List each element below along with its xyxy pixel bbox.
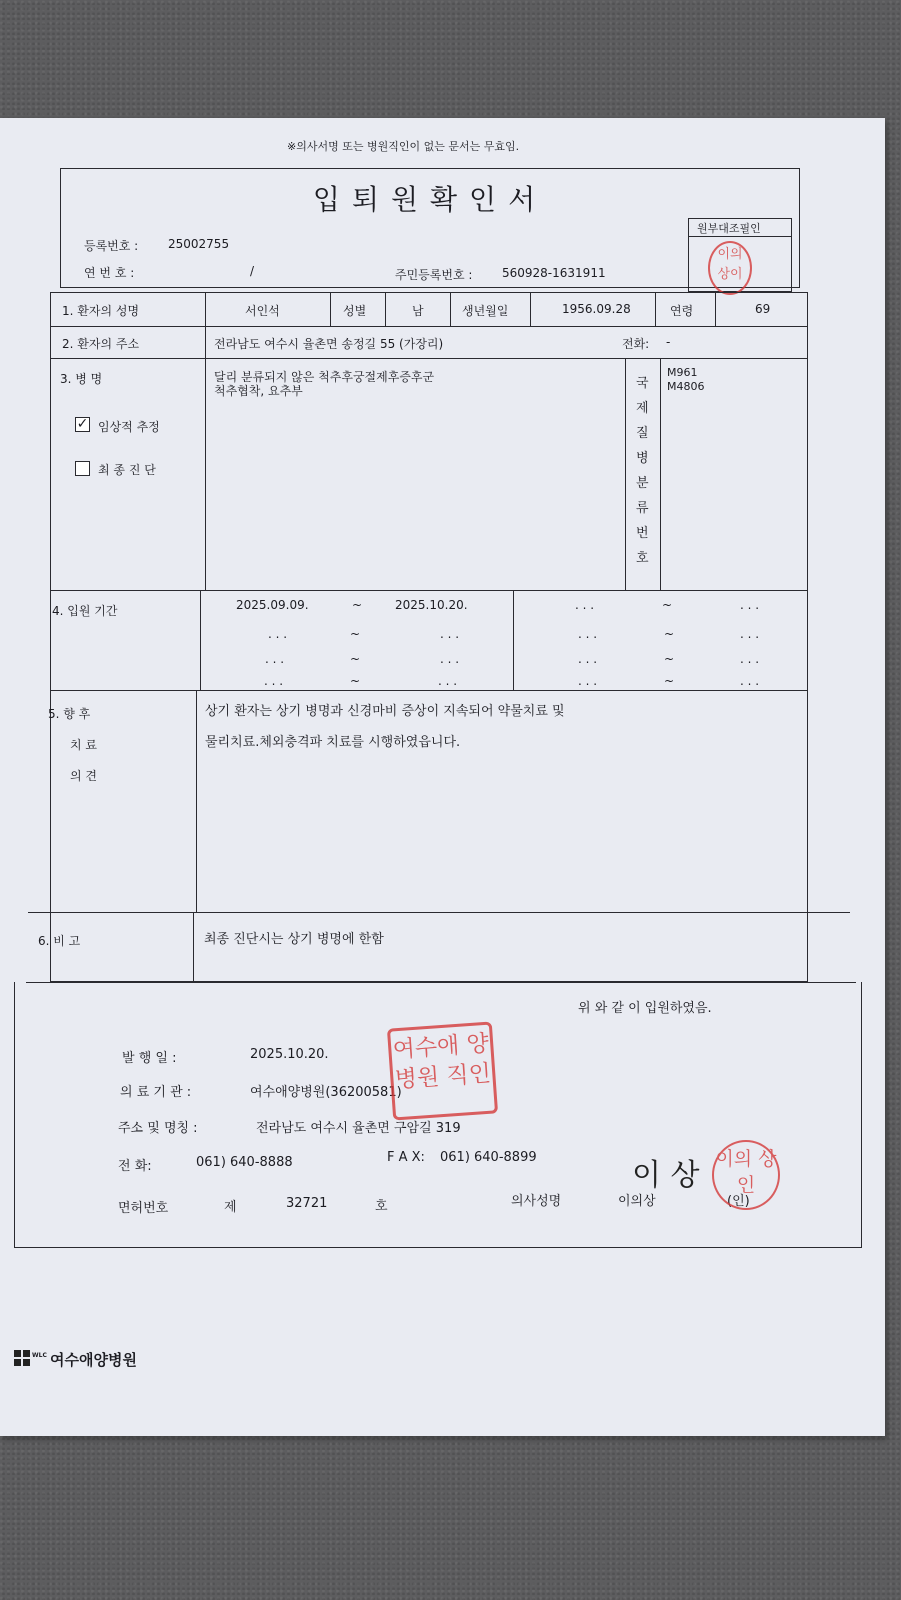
license-suffix: 호 [375, 1199, 388, 1214]
doctor-label: 의사성명 [511, 1194, 562, 1209]
validity-notice: ※의사서명 또는 병원직인이 없는 문서는 무효임. [287, 140, 520, 153]
age-value: 69 [755, 302, 771, 316]
period-blank: . . . [740, 674, 760, 688]
ledger-seal-label: 원부대조필인 [697, 222, 761, 235]
info-table [50, 292, 808, 982]
address-value: 전라남도 여수시 율촌면 송정길 55 (가장리) [214, 337, 444, 351]
period-label: 4. 입원 기간 [52, 604, 118, 618]
final-diagnosis-checkbox[interactable] [75, 461, 90, 476]
diagnosis-label: 3. 병 명 [60, 372, 103, 386]
period-tilde: ~ [350, 674, 361, 688]
period-tilde: ~ [662, 598, 673, 612]
icd-code-header-char: 분 [636, 476, 649, 491]
period-tilde: ~ [664, 652, 675, 666]
hospital-phone-label: 전 화: [118, 1159, 152, 1174]
period-blank: . . . [740, 652, 760, 666]
period-tilde: ~ [350, 627, 361, 641]
hospital-address-label: 주소 및 명칭 : [118, 1121, 198, 1136]
serial-value: / [250, 264, 255, 278]
birth-value: 1956.09.28 [562, 302, 631, 316]
issue-date-value: 2025.10.20. [250, 1047, 329, 1062]
doctor-seal-stamp: 이의 상인 [712, 1140, 780, 1210]
institution-label: 의 료 기 관 : [120, 1085, 192, 1100]
period-start: 2025.09.09. [236, 598, 309, 612]
hospital-logo-icon [14, 1350, 32, 1368]
issuance-statement: 위 와 같 이 입원하였음. [578, 1001, 712, 1016]
age-label: 연령 [670, 304, 694, 318]
period-blank: . . . [740, 598, 760, 612]
diagnosis-line-1: 달리 분류되지 않은 척추후궁절제후증후군 [214, 370, 435, 384]
resident-id-value: 560928-1631911 [502, 266, 606, 280]
period-blank: . . . [438, 674, 458, 688]
period-blank: . . . [575, 598, 595, 612]
license-label: 면허번호 [118, 1201, 169, 1216]
period-end: 2025.10.20. [395, 598, 468, 612]
patient-name-label: 1. 환자의 성명 [62, 304, 140, 318]
registration-label: 등록번호 : [84, 239, 139, 253]
icd-code-header-char: 류 [636, 501, 649, 516]
hospital-logo-text: WLC [32, 1352, 47, 1359]
serial-label: 연 번 호 : [84, 266, 135, 280]
license-prefix: 제 [224, 1200, 237, 1215]
icd-code-2: M4806 [667, 380, 705, 393]
document-title: 입퇴원확인서 [312, 183, 548, 216]
birth-label: 생년월일 [462, 304, 509, 318]
clinical-estimate-label: 임상적 추정 [98, 420, 160, 434]
final-diagnosis-label: 최 종 진 단 [98, 463, 156, 477]
period-blank: . . . [578, 652, 598, 666]
resident-id-label: 주민등록번호 : [395, 268, 473, 282]
license-number: 32721 [286, 1196, 328, 1211]
icd-code-header-char: 제 [636, 401, 649, 416]
hospital-fax-value: 061) 640-8899 [440, 1150, 537, 1165]
address-label: 2. 환자의 주소 [62, 337, 140, 351]
sex-label: 성별 [343, 304, 367, 318]
doctor-signature: 이 상 [632, 1158, 700, 1193]
period-blank: . . . [578, 627, 598, 641]
opinion-label-2: 치 료 [70, 738, 97, 752]
period-blank: . . . [265, 652, 285, 666]
period-blank: . . . [578, 674, 598, 688]
doctor-seal-mark: (인) [727, 1194, 750, 1209]
ledger-seal-stamp: 이의 상이 [708, 241, 752, 295]
phone-label: 전화: [622, 337, 650, 351]
period-tilde: ~ [352, 598, 363, 612]
sex-value: 남 [412, 304, 424, 318]
period-tilde: ~ [664, 674, 675, 688]
period-blank: . . . [440, 627, 460, 641]
period-blank: . . . [740, 627, 760, 641]
hospital-phone-value: 061) 640-8888 [196, 1155, 293, 1170]
opinion-label-3: 의 견 [70, 769, 97, 783]
registration-value: 25002755 [168, 237, 230, 251]
institution-value: 여수애양병원(36200581) [250, 1085, 402, 1100]
period-tilde: ~ [350, 652, 361, 666]
footer-hospital-name: 여수애양병원 [50, 1351, 137, 1369]
remarks-text: 최종 진단시는 상기 병명에 한함 [204, 932, 384, 947]
issue-date-label: 발 행 일 : [122, 1051, 177, 1066]
period-blank: . . . [268, 627, 288, 641]
opinion-label-1: 5. 향 후 [48, 707, 91, 721]
icd-code-header-char: 질 [636, 426, 649, 441]
hospital-seal-stamp: 여수애 양병원 직인 [387, 1021, 498, 1120]
patient-name-value: 서인석 [245, 304, 280, 318]
diagnosis-line-2: 척추협착, 요추부 [214, 384, 303, 398]
doctor-name: 이의상 [618, 1194, 656, 1209]
period-blank: . . . [440, 652, 460, 666]
icd-code-header-char: 병 [636, 451, 649, 466]
remarks-label: 6. 비 고 [38, 934, 81, 948]
icd-code-header-char: 번 [636, 526, 649, 541]
opinion-line-1: 상기 환자는 상기 병명과 신경마비 증상이 지속되어 약물치료 및 [205, 704, 565, 719]
icd-code-1: M961 [667, 366, 698, 379]
period-blank: . . . [264, 674, 284, 688]
icd-code-header-char: 국 [636, 376, 649, 391]
icd-code-header-char: 호 [636, 551, 649, 566]
clinical-estimate-checkbox[interactable]: ✓ [76, 416, 89, 432]
phone-value: - [666, 335, 671, 349]
hospital-address-value: 전라남도 여수시 율촌면 구암길 319 [256, 1121, 461, 1136]
opinion-line-2: 물리치료.체외충격파 치료를 시행하였읍니다. [205, 735, 461, 750]
period-tilde: ~ [664, 627, 675, 641]
hospital-fax-label: F A X: [387, 1150, 425, 1165]
